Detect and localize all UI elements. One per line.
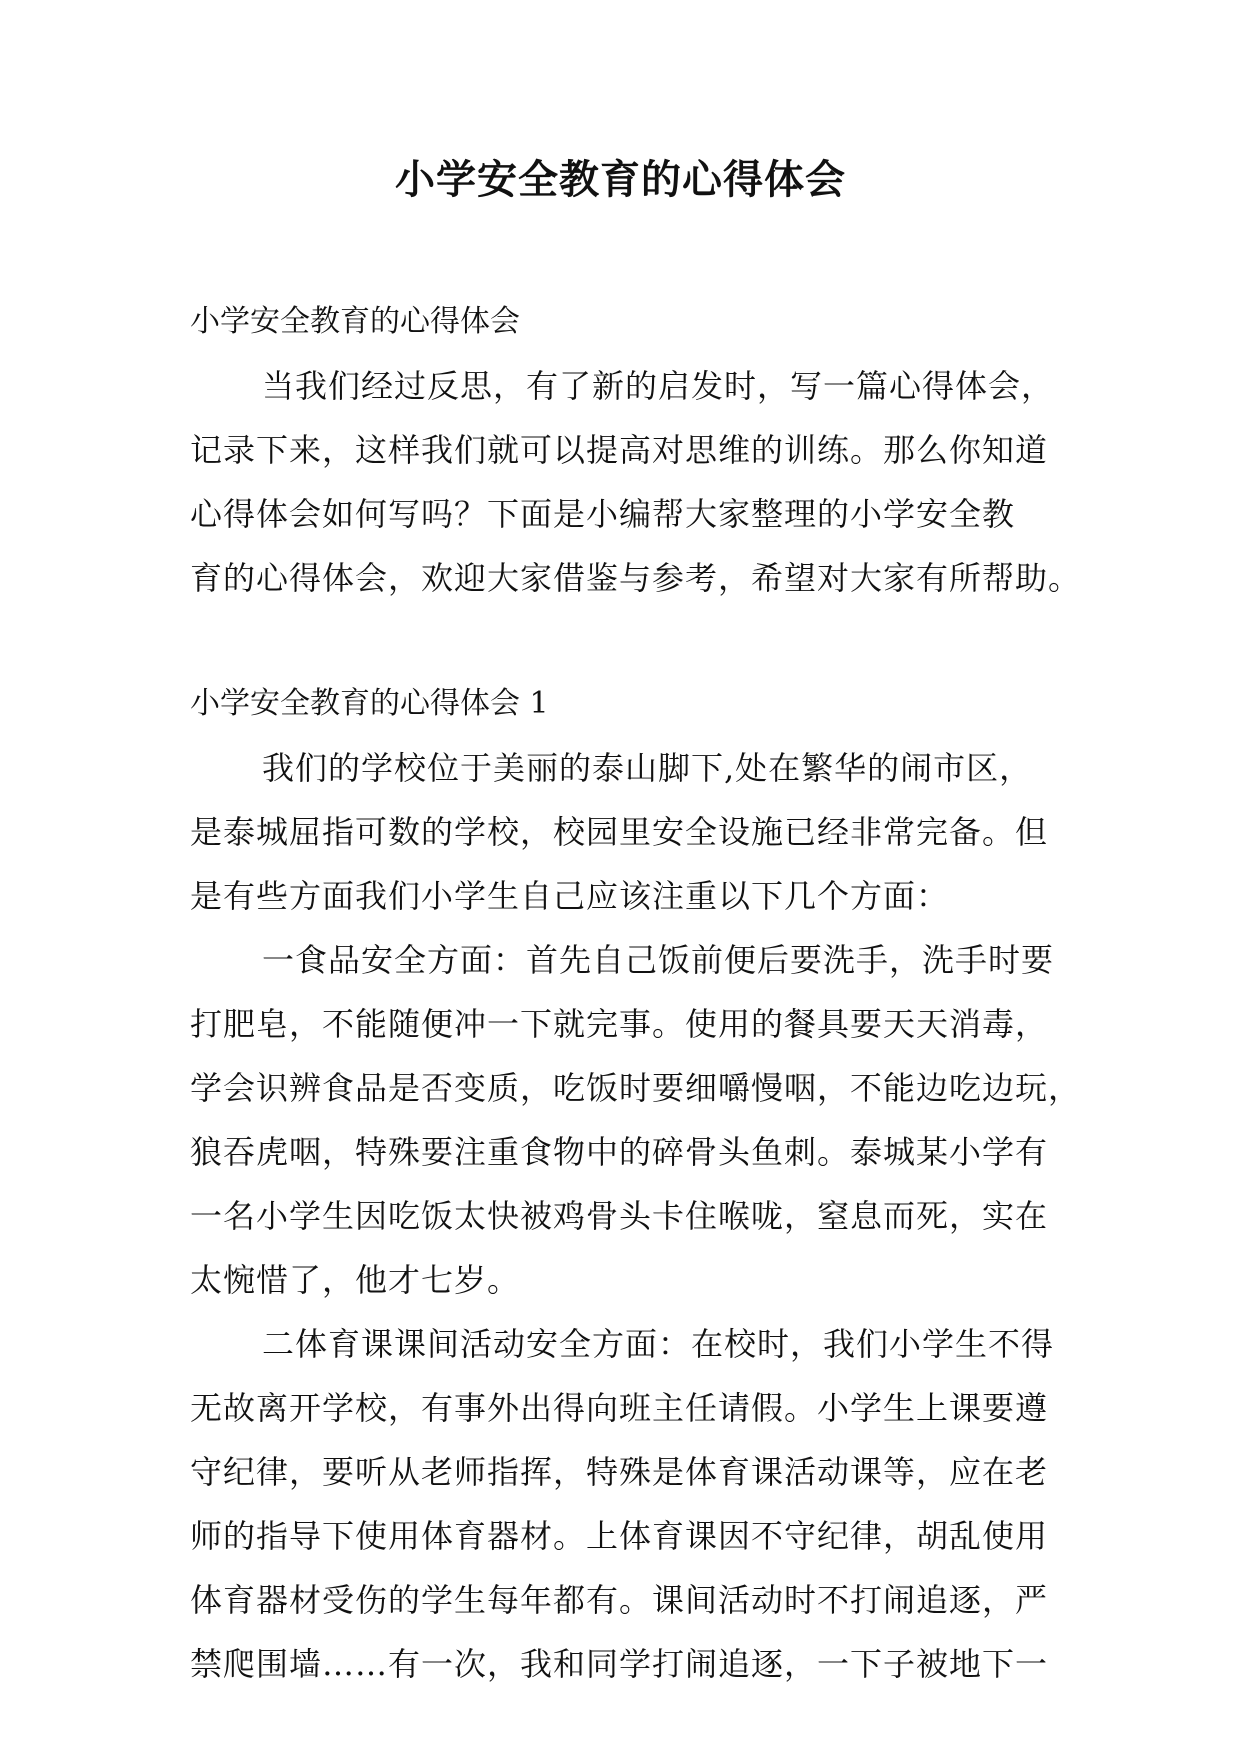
- paragraph-pe-safety: [190, 1312, 1070, 1696]
- document-body: [190, 290, 1082, 1696]
- paragraph-line: 体育器材受伤的学生每年都有。课间活动时不打闹追逐，严: [190, 1581, 1049, 1619]
- paragraph-line: 我们的学校位于美丽的泰山脚下,处在繁华的闹市区，: [262, 749, 1033, 787]
- paragraph-line: 太惋惜了，他才七岁。: [190, 1261, 521, 1299]
- section-spacer: [190, 610, 1070, 672]
- intro-paragraph: [190, 354, 1082, 610]
- paragraph-line: 是有些方面我们小学生自己应该注重以下几个方面：: [190, 877, 950, 915]
- paragraph-line: 无故离开学校，有事外出得向班主任请假。小学生上课要遵: [190, 1389, 1049, 1427]
- paragraph-food-safety: [190, 928, 1082, 1312]
- paragraph-line: 当我们经过反思，有了新的启发时，写一篇心得体会，: [262, 367, 1055, 405]
- paragraph-line: 育的心得体会，欢迎大家借鉴与参考，希望对大家有所帮助。: [190, 559, 1082, 597]
- section-1-heading: 小学安全教育的心得体会 1: [190, 686, 549, 721]
- paragraph-line: 记录下来，这样我们就可以提高对思维的训练。那么你知道: [190, 431, 1049, 469]
- paragraph-line: 心得体会如何写吗？下面是小编帮大家整理的小学安全教: [190, 495, 1016, 533]
- paragraph-line: 师的指导下使用体育器材。上体育课因不守纪律，胡乱使用: [190, 1517, 1049, 1555]
- document-title: 小学安全教育的心得体会: [395, 157, 846, 203]
- paragraph-line: 打肥皂，不能随便冲一下就完事。使用的餐具要天天消毒，: [190, 1005, 1049, 1043]
- paragraph-line: 学会识辨食品是否变质，吃饭时要细嚼慢咽，不能边吃边玩，: [190, 1069, 1082, 1107]
- paragraph-line: 一名小学生因吃饭太快被鸡骨头卡住喉咙，窒息而死，实在: [190, 1197, 1049, 1235]
- paragraph-line: 二体育课课间活动安全方面：在校时，我们小学生不得: [262, 1325, 1055, 1363]
- paragraph-line: 狼吞虎咽，特殊要注重食物中的碎骨头鱼刺。泰城某小学有: [190, 1133, 1049, 1171]
- intro-heading: 小学安全教育的心得体会: [190, 304, 520, 339]
- paragraph-line: 是泰城屈指可数的学校，校园里安全设施已经非常完备。但: [190, 813, 1049, 851]
- paragraph-line: 禁爬围墙……有一次，我和同学打闹追逐，一下子被地下一: [190, 1645, 1049, 1683]
- paragraph-line: 守纪律，要听从老师指挥，特殊是体育课活动课等，应在老: [190, 1453, 1049, 1491]
- paragraph-school-location: [190, 736, 1070, 928]
- paragraph-line: 一食品安全方面：首先自己饭前便后要洗手，洗手时要: [262, 941, 1055, 979]
